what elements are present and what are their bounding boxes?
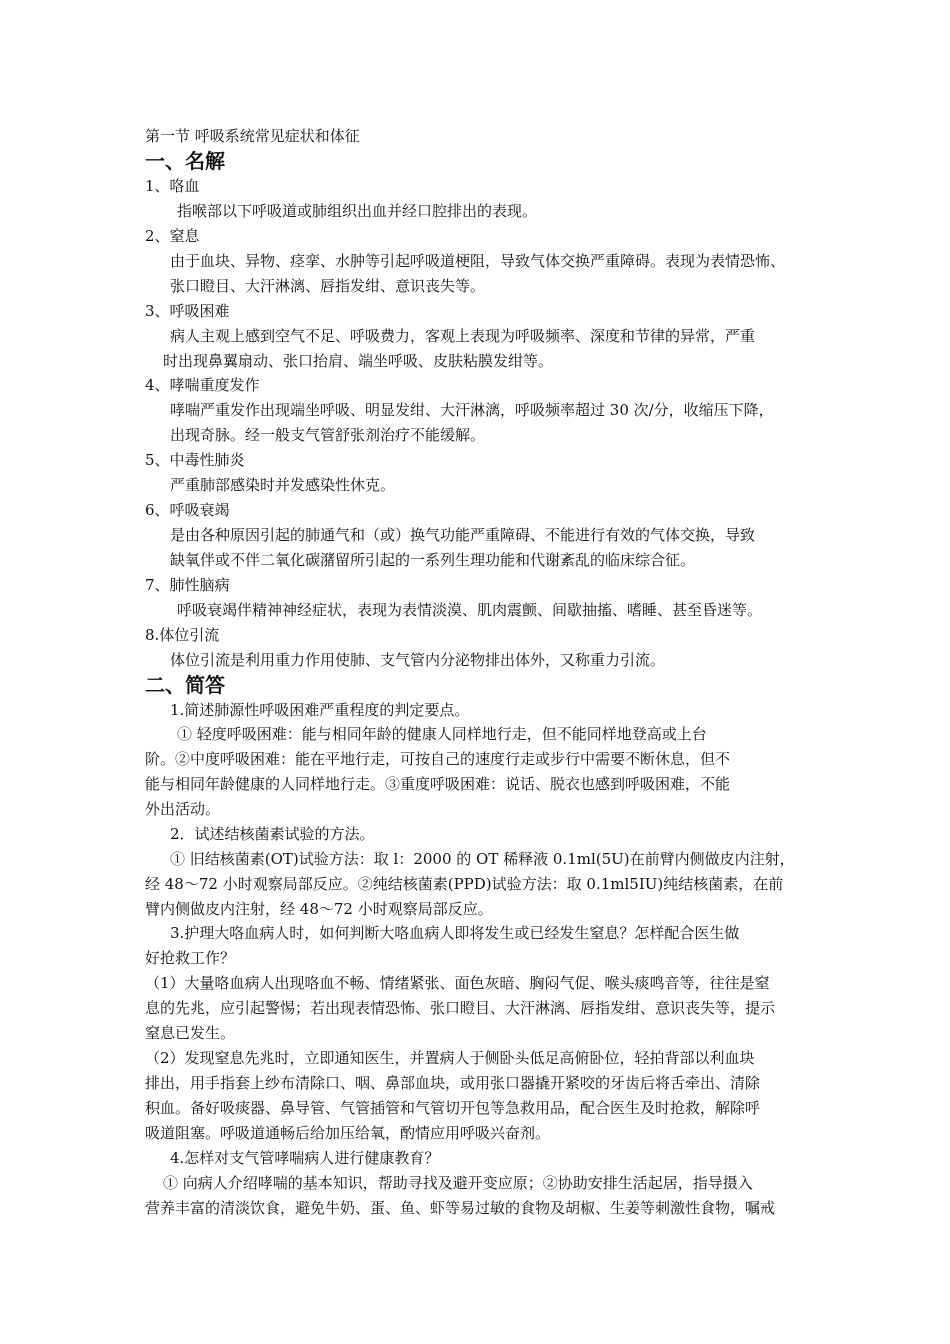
question: 4.怎样对支气管哮喘病人进行健康教育？ (170, 1149, 440, 1167)
term-title: 5、中毒性肺炎 (145, 451, 245, 469)
answer-line: ① 向病人介绍哮喘的基本知识，帮助寻找及避开变应原；②协助安排生活起居，指导摄入 (163, 1174, 753, 1192)
answer-line: 积血。备好吸痰器、鼻导管、气管插管和气管切开包等急救用品，配合医生及时抢救，解除呼 (145, 1099, 761, 1117)
term-definition-line: 严重肺部感染时并发感染性休克。 (170, 476, 396, 494)
question: 好抢救工作？ (145, 949, 236, 967)
answer-line: 吸道阻塞。呼吸道通畅后给加压给氧，酌情应用呼吸兴奋剂。 (145, 1124, 551, 1142)
term-title: 7、肺性脑病 (145, 576, 230, 594)
heading-short-answers: 二、简答 (145, 673, 225, 697)
answer-line: 阶。②中度呼吸困难：能在平地行走，可按自己的速度行走或步行中需要不断休息，但不 (145, 750, 731, 768)
answer-line: （2）发现窒息先兆时，立即通知医生，并置病人于侧卧头低足高俯卧位，轻拍背部以利血块 (145, 1049, 755, 1067)
question: 3.护理大咯血病人时，如何判断大咯血病人即将发生或已经发生窒息？怎样配合医生做 (170, 924, 740, 942)
answer-line: ① 轻度呼吸困难：能与相同年龄的健康人同样地行走，但不能同样地登高或上台 (177, 725, 707, 743)
answer-line: ① 旧结核菌素(OT)试验方法：取 l：2000 的 OT 稀释液 0.1ml(5U)在前臂内侧做皮内注射， (170, 850, 795, 868)
answer-line: 排出，用手指套上纱布清除口、咽、鼻部血块，或用张口器撬开紧咬的牙齿后将舌牵出、清除 (145, 1074, 761, 1092)
term-definition-line: 张口瞪目、大汗淋漓、唇指发绀、意识丧失等。 (170, 277, 486, 295)
term-definition-line: 出现奇脉。经一般支气管舒张剂治疗不能缓解。 (170, 426, 486, 444)
term-title: 6、呼吸衰竭 (145, 501, 230, 519)
answer-line: 臂内侧做皮内注射，经 48～72 小时观察局部反应。 (145, 900, 493, 918)
question: 2．试述结核菌素试验的方法。 (170, 825, 375, 843)
answer-line: 窒息已发生。 (145, 1024, 236, 1042)
term-title: 3、呼吸困难 (145, 302, 230, 320)
term-definition-line: 病人主观上感到空气不足、呼吸费力，客观上表现为呼吸频率、深度和节律的异常，严重 (170, 327, 756, 345)
term-title: 4、哮喘重度发作 (145, 376, 260, 394)
question: 1.简述肺源性呼吸困难严重程度的判定要点。 (170, 701, 470, 719)
answer-line: （1）大量咯血病人出现咯血不畅、情绪紧张、面色灰暗、胸闷气促、喉头痰鸣音等，往往是窒 (145, 974, 770, 992)
term-title: 8.体位引流 (145, 626, 220, 644)
section-title: 第一节 呼吸系统常见症状和体征 (145, 127, 360, 145)
term-definition-line: 缺氧伴或不伴二氧化碳潴留所引起的一系列生理功能和代谢紊乱的临床综合征。 (170, 551, 696, 569)
answer-line: 息的先兆，应引起警惕；若出现表情恐怖、张口瞪目、大汗淋漓、唇指发绀、意识丧失等，提示 (145, 999, 776, 1017)
answer-line: 经 48～72 小时观察局部反应。②纯结核菌素(PPD)试验方法：取 0.1ml5IU)纯结核菌素，在前 (145, 875, 784, 893)
term-definition-line: 是由各种原因引起的肺通气和（或）换气功能严重障碍、不能进行有效的气体交换，导致 (170, 526, 756, 544)
heading-definitions: 一、名解 (145, 149, 225, 173)
term-title: 2、窒息 (145, 227, 200, 245)
answer-line: 外出活动。 (145, 800, 221, 818)
term-definition-line: 体位引流是利用重力作用使肺、支气管内分泌物排出体外，又称重力引流。 (170, 651, 666, 669)
term-definition-line: 指喉部以下呼吸道或肺组织出血并经口腔排出的表现。 (177, 202, 538, 220)
term-definition-line: 由于血块、异物、痉挛、水肿等引起呼吸道梗阻，导致气体交换严重障碍。表现为表情恐怖、 (170, 252, 786, 270)
term-definition-line: 哮喘严重发作出现端坐呼吸、明显发绀、大汗淋漓，呼吸频率超过 30 次/分，收缩压下降， (170, 401, 774, 419)
term-definition-line: 时出现鼻翼扇动、张口抬肩、端坐呼吸、皮肤粘膜发绀等。 (163, 352, 554, 370)
answer-line: 营养丰富的清淡饮食，避免牛奶、蛋、鱼、虾等易过敏的食物及胡椒、生姜等刺激性食物，嘱戒 (145, 1199, 776, 1217)
answer-line: 能与相同年龄健康的人同样地行走。③重度呼吸困难：说话、脱衣也感到呼吸困难，不能 (145, 775, 731, 793)
term-title: 1、咯血 (145, 177, 200, 195)
term-definition-line: 呼吸衰竭伴精神神经症状，表现为表情淡漠、肌肉震颤、间歇抽搐、嗜睡、甚至昏迷等。 (177, 601, 763, 619)
